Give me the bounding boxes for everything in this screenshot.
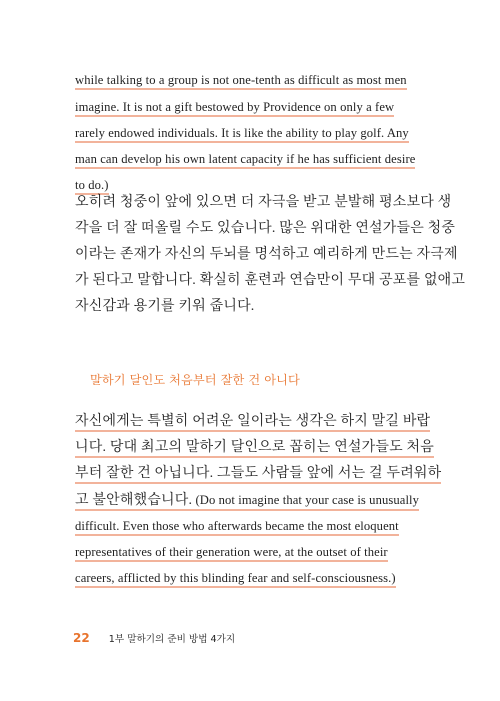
quote-line: representatives of their generation were, at the outset of their <box>75 545 388 562</box>
quote-line: difficult. Even those who afterwards became the most eloquent <box>75 519 399 536</box>
quote-line: 부터 잘한 건 아닙니다. 그들도 사람들 앞에 서는 걸 두려워하 <box>75 466 441 484</box>
quote-line: to do.) <box>75 178 109 195</box>
quote-line: careers, afflicted by this blinding fear and self-consciousness.) <box>75 571 396 588</box>
paragraph-line: 자신감과 용기를 키워 줍니다. <box>75 299 255 314</box>
section-heading: 말하기 달인도 처음부터 잘한 건 아니다 <box>90 373 300 387</box>
quote-line <box>75 493 419 511</box>
page-number: 22 <box>73 631 90 645</box>
quote-line: man can develop his own latent capacity if he has sufficient desire <box>75 152 415 169</box>
quote-line: imagine. It is not a gift bestowed by Providence on only a few <box>75 100 394 117</box>
running-title: 1부 말하기의 준비 방법 4가지 <box>108 634 236 645</box>
quote-line-english: (Do not imagine that your case is unusually <box>192 493 420 507</box>
paragraph-line: 이라는 존재가 자신의 두뇌를 명석하고 예리하게 만드는 자극제 <box>75 247 458 262</box>
quote-line: 자신에게는 특별히 어려운 일이라는 생각은 하지 말길 바랍 <box>75 414 430 432</box>
quote-line: rarely endowed individuals. It is like the ability to play golf. Any <box>75 126 409 143</box>
quote-line-korean: 고 불안해했습니다. <box>75 493 193 508</box>
paragraph-line: 가 된다고 말합니다. 확실히 훈련과 연습만이 무대 공포를 없애고 <box>75 273 466 288</box>
paragraph-line: 오히려 청중이 앞에 있으면 더 자극을 받고 분발해 평소보다 생 <box>75 195 452 210</box>
paragraph-line: 각을 더 잘 떠올릴 수도 있습니다. 많은 위대한 연설가들은 청중 <box>75 221 456 236</box>
page-footer <box>73 627 235 646</box>
quote-line: 니다. 당대 최고의 말하기 달인으로 꼽히는 연설가들도 처음 <box>75 440 434 458</box>
quote-line: while talking to a group is not one-tenth as difficult as most men <box>75 73 407 90</box>
